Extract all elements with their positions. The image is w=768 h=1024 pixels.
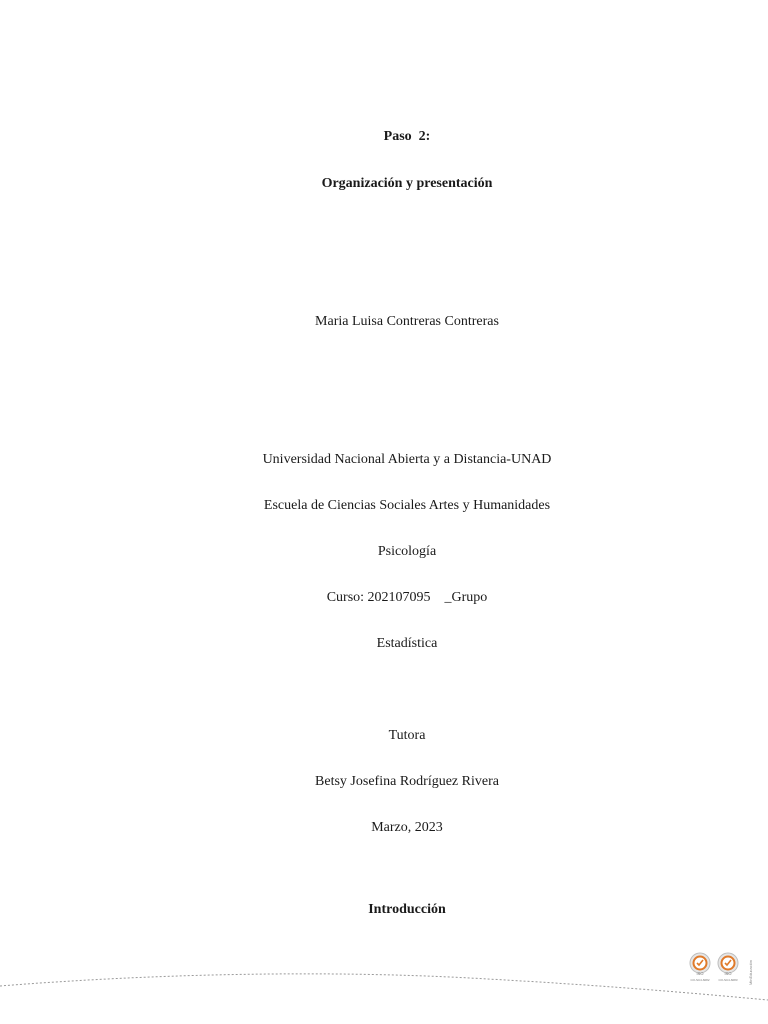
iso-seal-right-icon (718, 953, 738, 982)
section-heading-introduction: Introducción (368, 902, 446, 917)
school-name: Escuela de Ciencias Sociales Artes y Humanidades (263, 498, 551, 513)
seal-right-caption: CO-SC4-6083 (718, 978, 738, 982)
subject-name: Estadística (376, 636, 438, 651)
certification-seals (686, 945, 756, 990)
seal-left-label: ISO (696, 971, 704, 976)
step-title: Paso 2: (383, 129, 431, 144)
mineducacion-vertical-text: MinEducación (748, 959, 753, 985)
tutor-label: Tutora (388, 728, 426, 743)
tutor-name: Betsy Josefina Rodríguez Rivera (315, 774, 499, 789)
program-name: Psicología (377, 544, 437, 559)
footer-wave-decoration (0, 960, 768, 1024)
date: Marzo, 2023 (371, 820, 443, 835)
university-name: Universidad Nacional Abierta y a Distancia-UNAD (262, 452, 552, 467)
iso-seal-left-icon (690, 953, 710, 982)
seal-left-caption: CO-SC4-6082 (690, 978, 710, 982)
student-name: Maria Luisa Contreras Contreras (315, 314, 499, 329)
document-subtitle: Organización y presentación (321, 176, 493, 191)
seal-right-label: ISO (724, 971, 732, 976)
course-info: Curso: 202107095 _Grupo (326, 590, 488, 605)
